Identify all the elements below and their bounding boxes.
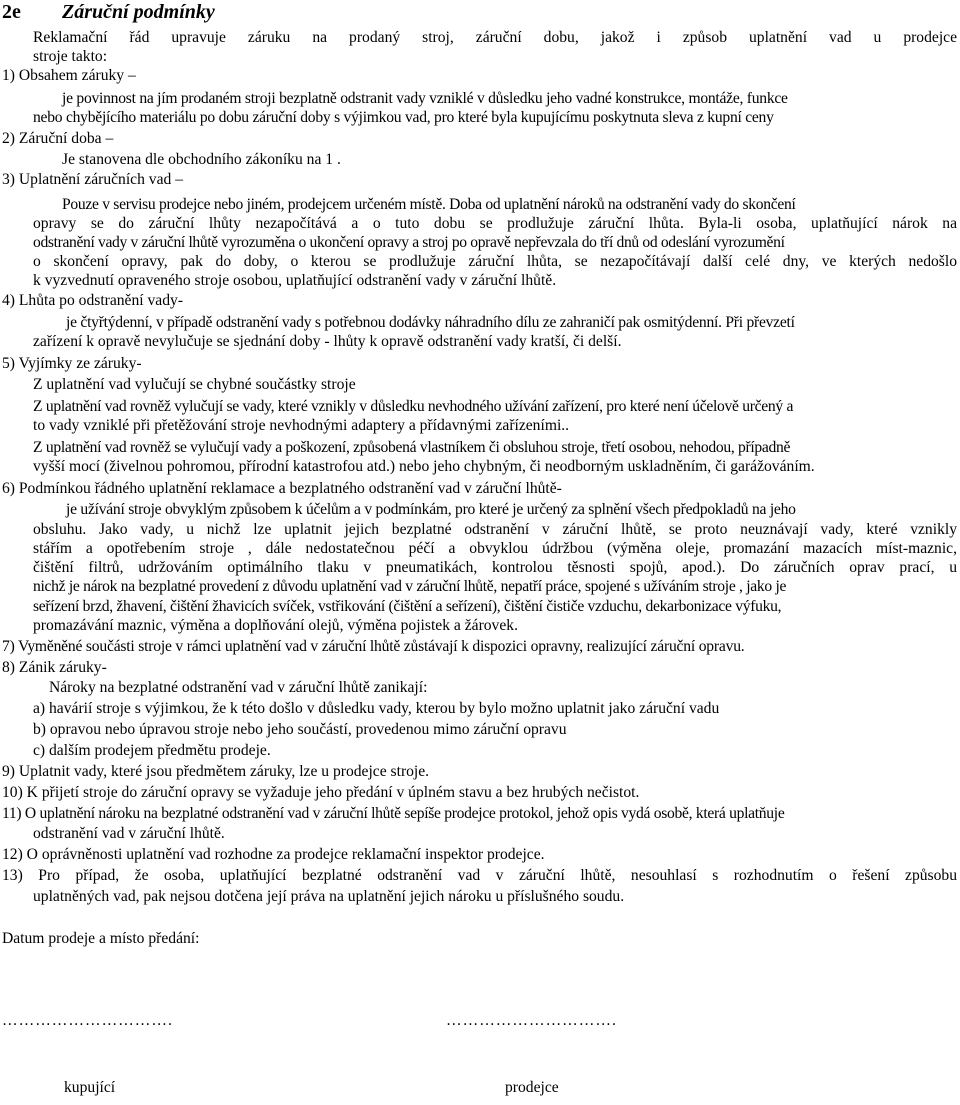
list-item-heading: 8) Zánik záruky- — [2, 659, 107, 676]
date-place-label: Datum prodeje a místo předání: — [2, 930, 200, 947]
text-line: Z uplatnění vad rovněž vylučují se vady, které vznikly v důsledku nevhodného užívání zařízení, pro které není účelově určený a — [33, 398, 794, 415]
text-line: c) dalším prodejem předmětu prodeje. — [33, 742, 271, 759]
text-line: Pouze v servisu prodejce nebo jiném, prodejcem určeném místě. Doba od uplatnění nároků na odstranění vady do skončení — [62, 196, 796, 213]
list-item-heading: 12) O oprávněnosti uplatnění vad rozhodne za prodejce reklamační inspektor prodejce. — [2, 846, 545, 863]
text-line: Je stanovena dle obchodního zákoníku na 1 . — [62, 151, 341, 168]
text-line: Z uplatnění vad rovněž se vylučují vady a poškození, způsobená vlastníkem či obsluhou stroje, třetí osobou, nehodou, případně — [33, 439, 791, 456]
seller-signature-line: …………………………. — [446, 1012, 617, 1029]
text-line: k vyzvednutí opraveného stroje osobou, uplatňující odstranění vady v záruční lhůtě. — [33, 272, 557, 289]
buyer-label: kupující — [64, 1079, 116, 1096]
text-line: o skončení opravy, pak do doby, o kterou se prodlužuje záruční lhůta, se nezapočítávají další celé dny, ve kterých nedošlo — [33, 253, 957, 270]
text-line: Reklamační řád upravuje záruku na prodaný stroj, záruční dobu, jakož i způsob uplatnění vad u prodejce — [33, 29, 957, 46]
text-line: vyšší mocí (živelnou pohromou, přírodní katastrofou atd.) nebo jeho chybným, či neodborným uskladněním, či garážováním. — [33, 458, 815, 475]
text-line: uplatněných vad, pak nejsou dotčena její práva na uplatnění jejich nároku u příslušného soudu. — [33, 888, 625, 905]
text-line: to vady vzniklé při přetěžování stroje nevhodnými adaptery a přídavnými zařízeními.. — [33, 417, 570, 434]
text-line: a) havárií stroje s výjimkou, že k této došlo v důsledku vady, kterou by bylo možno uplatnit jako záruční vadu — [33, 700, 720, 717]
text-line: odstranění vady v záruční lhůtě vyrozuměna o ukončení opravy a stroj po opravě nepřevzala do tří dnů od odeslání vyrozumění — [33, 234, 785, 251]
list-item-heading: 13) Pro případ, že osoba, uplatňující bezplatné odstranění vad v záruční lhůtě, nesouhlasí s rozhodnutím o řešení způsobu — [2, 867, 957, 884]
text-line: seřízení brzd, žhavení, čištění žhavicích svíček, vstřikování (čištění a seřízení), čištění čističe vzduchu, dekarbonizace výfuku, — [33, 598, 782, 615]
list-item-heading: 1) Obsahem záruky – — [2, 67, 136, 84]
seller-label: prodejce — [505, 1079, 559, 1096]
text-line: stroje takto: — [33, 48, 108, 65]
section-number: 2e — [2, 1, 21, 23]
text-line: je užívání stroje obvyklým způsobem k účelům a v podmínkám, pro které je určený za splnění všech předpokladů na jeho — [66, 501, 796, 518]
buyer-signature-line: …………………………. — [2, 1012, 173, 1029]
text-line: odstranění vad v záruční lhůtě. — [33, 825, 225, 842]
text-line: čištění filtrů, udržováním optimálního tlaku v pneumatikách, kontrolou těsnosti spojů, apod.). Do záručních oprav prací, u — [33, 559, 957, 576]
section-title: Záruční podmínky — [62, 1, 215, 23]
text-line: obsluhu. Jako vady, u nichž lze uplatnit jejich bezplatné odstranění v záruční lhůtě, se proto neuznávají vady, které vznikly — [33, 521, 957, 538]
text-line: Nároky na bezplatné odstranění vad v záruční lhůtě zanikají: — [49, 679, 428, 696]
list-item-heading: 5) Vyjímky ze záruky- — [2, 355, 142, 372]
text-line: zařízení k opravě nevylučuje se sjednání doby - lhůty k opravě odstranění vady kratší, či delší. — [33, 333, 622, 350]
text-line: Z uplatnění vad vylučují se chybné součástky stroje — [33, 376, 356, 393]
text-line: je povinnost na jím prodaném stroji bezplatně odstranit vady vzniklé v důsledku jeho vadné konstrukce, montáže, funkce — [62, 90, 788, 107]
list-item-heading: 10) K přijetí stroje do záruční opravy se vyžaduje jeho předání v úplném stavu a bez hrubých nečistot. — [2, 784, 640, 801]
text-line: promazávání maznic, výměna a doplňování olejů, výměna pojistek a žárovek. — [33, 617, 518, 634]
list-item-heading: 4) Lhůta po odstranění vady- — [2, 292, 184, 309]
list-item-heading: 11) O uplatnění nároku na bezplatné odstranění vad v záruční lhůtě sepíše prodejce protokol, jehož opis vydá osobě, která uplatňuje — [2, 805, 785, 822]
text-line: opravy se do záruční lhůty nezapočítává a o tuto dobu se prodlužuje záruční lhůta. Byla-li osoba, uplatňující nárok na — [33, 215, 957, 232]
text-line: je čtyřtýdenní, v případě odstranění vady s potřebnou dodávky náhradního dílu ze zahraničí pak osmitýdenní. Při převzetí — [66, 314, 795, 331]
list-item-heading: 6) Podmínkou řádného uplatnění reklamace a bezplatného odstranění vad v záruční lhůtě- — [2, 480, 562, 497]
section-heading — [2, 1, 215, 24]
list-item-heading: 9) Uplatnit vady, které jsou předmětem záruky, lze u prodejce stroje. — [2, 763, 430, 780]
text-line: stářím a opotřebením stroje , dále nedostatečnou péčí a obvyklou údržbou (výměna oleje, promazání mazacích míst-maznic, — [33, 540, 957, 557]
text-line: b) opravou nebo úpravou stroje nebo jeho součástí, provedenou mimo záruční opravu — [33, 721, 567, 738]
list-item-heading: 7) Vyměněné součásti stroje v rámci uplatnění vad v záruční lhůtě zůstávají k dispozici opravny, realizující záruční opravu. — [2, 638, 745, 655]
list-item-heading: 3) Uplatnění záručních vad – — [2, 171, 183, 188]
text-line: nebo chybějícího materiálu po dobu záruční doby s výjimkou vad, pro které byla kupujícímu poskytnuta sleva z kupní ceny — [33, 109, 774, 126]
text-line: nichž je nárok na bezplatné provedení z důvodu uplatnění vad v záruční lhůtě, nepatří práce, spojené s užíváním stroje , jako je — [33, 578, 787, 595]
list-item-heading: 2) Záruční doba – — [2, 130, 114, 147]
